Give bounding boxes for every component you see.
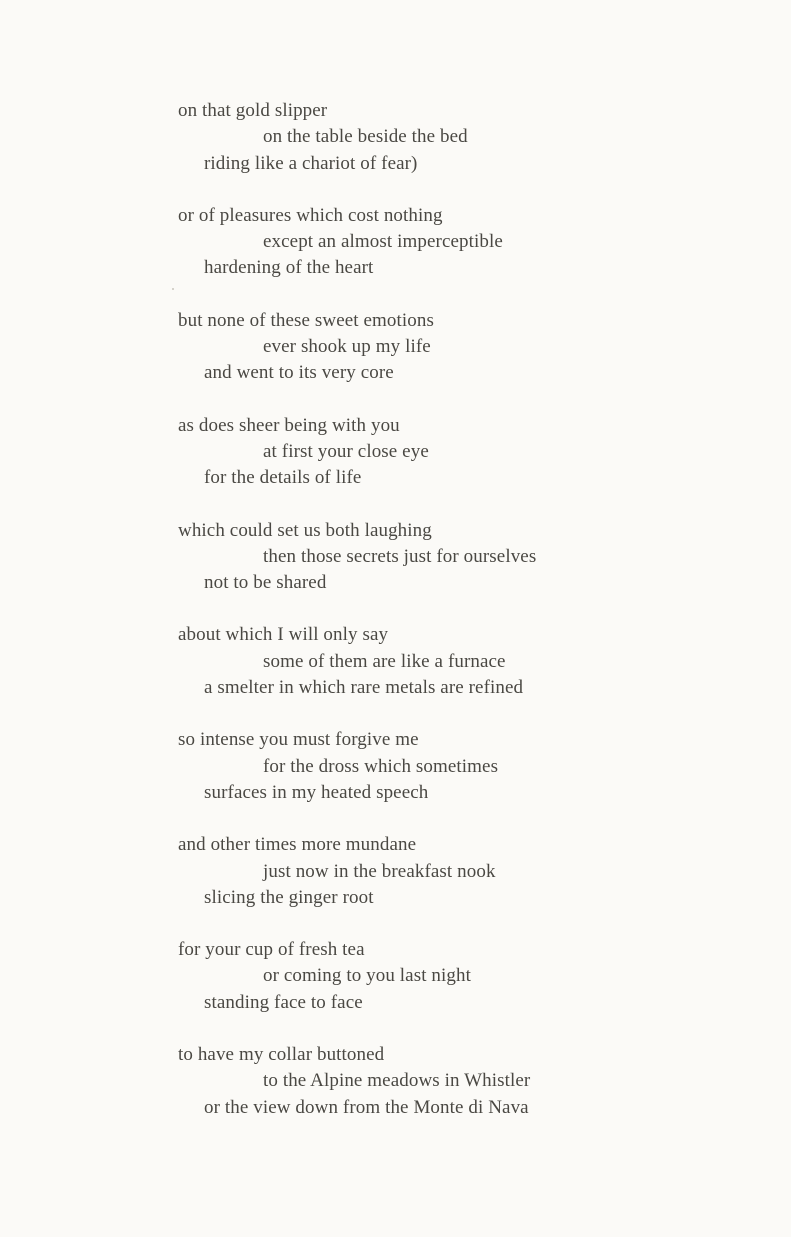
stanza-6 [178, 622, 738, 701]
poem-line: surfaces in my heated speech [204, 781, 429, 803]
poem-line: at first your close eye [263, 440, 429, 462]
poem-line: and other times more mundane [178, 834, 417, 856]
poem-line: on the table beside the bed [263, 126, 468, 148]
poem-line: except an almost imperceptible [263, 231, 503, 253]
stanza-2 [178, 203, 738, 282]
stanza-8 [178, 832, 738, 911]
poem-line: or coming to you last night [263, 965, 471, 987]
poem-line: on that gold slipper [178, 100, 328, 121]
poem-line: for the details of life [204, 467, 362, 489]
poem-line: to have my collar buttoned [178, 1044, 385, 1066]
poem-line: and went to its very core [204, 362, 394, 384]
stanza-3 [178, 308, 738, 387]
stanza-5 [178, 518, 738, 597]
stanza-7 [178, 727, 738, 806]
stanza-9 [178, 937, 738, 1016]
poem-line: just now in the breakfast nook [263, 860, 496, 882]
poem-line: or the view down from the Monte di Nava [204, 1096, 529, 1118]
stanza-10 [178, 1042, 738, 1121]
poem-line: slicing the ginger root [204, 886, 374, 908]
poem-line: for your cup of fresh tea [178, 939, 365, 961]
poem-line: riding like a chariot of fear) [204, 152, 418, 174]
poem-line: some of them are like a furnace [263, 650, 506, 672]
poem-line: or of pleasures which cost nothing [178, 204, 443, 226]
poem-line: so intense you must forgive me [178, 729, 419, 751]
poem-line: to the Alpine meadows in Whistler [263, 1070, 531, 1092]
paper-speck [172, 288, 174, 290]
poem-line: a smelter in which rare metals are refined [204, 677, 524, 699]
poem-line: but none of these sweet emotions [178, 309, 434, 331]
poem-line: about which I will only say [178, 624, 389, 646]
poem-body [178, 98, 738, 1147]
poem-line: standing face to face [204, 991, 363, 1013]
poem-line: hardening of the heart [204, 257, 374, 279]
poem-line: not to be shared [204, 572, 327, 594]
stanza-4 [178, 413, 738, 492]
stanza-1 [178, 98, 738, 177]
poem-line: as does sheer being with you [178, 414, 400, 436]
poem-line: ever shook up my life [263, 336, 431, 358]
poem-line: which could set us both laughing [178, 519, 432, 541]
poem-line: for the dross which sometimes [263, 755, 499, 777]
poem-line: then those secrets just for ourselves [263, 545, 537, 567]
